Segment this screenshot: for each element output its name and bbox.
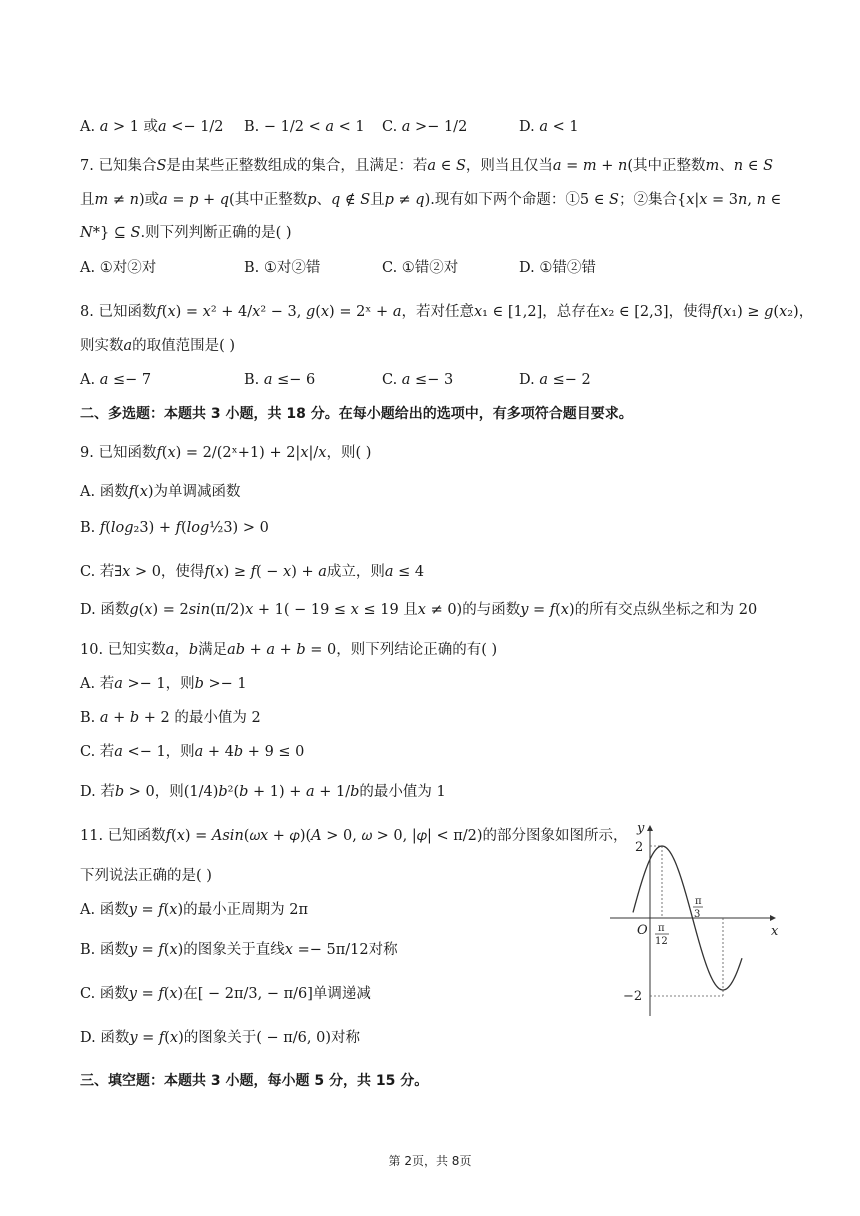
q8-stem-line1: 8. 已知函数𝑓(𝑥) = 𝑥² + 4/𝑥² − 3, 𝑔(𝑥) = 2ˣ + 𝑎，若对任意𝑥₁ ∈ [1,2]，总存在𝑥₂ ∈ [2,3]，使得𝑓(𝑥₁) ≥ 𝑔(𝑥₂)，	[80, 304, 814, 320]
q10-option-a: A. 若𝑎 >− 1，则𝑏 >− 1	[80, 676, 247, 692]
q9-option-a: A. 函数𝑓(𝑥)为单调减函数	[80, 484, 241, 500]
q6-option-a: A. 𝑎 > 1 或𝑎 <− 1/2	[80, 119, 224, 135]
q9-option-d: D. 函数𝑔(𝑥) = 2𝑠𝑖𝑛(π/2)𝑥 + 1( − 19 ≤ 𝑥 ≤ 19 且𝑥 ≠ 0)的与函数𝑦 = 𝑓(𝑥)的所有交点纵坐标之和为 20	[80, 602, 758, 618]
q11-option-d: D. 函数𝑦 = 𝑓(𝑥)的图象关于( − π/6, 0)对称	[80, 1030, 361, 1046]
q8-option-a: A. 𝑎 ≤− 7	[80, 372, 152, 388]
q11-stem-line2: 下列说法正确的是( )	[80, 868, 212, 884]
q7-option-d: D. ①错②错	[519, 260, 596, 276]
q11-stem-line1: 11. 已知函数𝑓(𝑥) = 𝐴𝑠𝑖𝑛(𝜔𝑥 + 𝜑)(𝐴 > 0, 𝜔 > 0, |𝜑| < π/2)的部分图象如图所示，	[80, 828, 628, 844]
y-min-label: −2	[623, 989, 643, 1004]
q10-option-d: D. 若𝑏 > 0，则(1/4)𝑏²(𝑏 + 1) + 𝑎 + 1/𝑏的最小值为 1	[80, 784, 446, 800]
origin-label: O	[637, 923, 648, 938]
sine-graph-figure	[605, 818, 785, 1018]
q7-option-c: C. ①错②对	[382, 260, 459, 276]
section-2-heading: 二、多选题：本题共 3 小题，共 18 分。在每小题给出的选项中，有多项符合题目要求。	[80, 406, 633, 422]
q10-stem: 10. 已知实数𝑎，𝑏满足𝑎𝑏 + 𝑎 + 𝑏 = 0，则下列结论正确的有( )	[80, 642, 498, 658]
q9-stem: 9. 已知函数𝑓(𝑥) = 2/(2ˣ+1) + 2|𝑥|/𝑥，则( )	[80, 445, 372, 461]
q8-option-d: D. 𝑎 ≤− 2	[519, 372, 591, 388]
y-max-label: 2	[635, 840, 644, 855]
tick-pi12-numerator: π	[658, 923, 665, 934]
q6-option-c: C. 𝑎 >− 1/2	[382, 119, 468, 135]
tick-pi3-numerator: π	[695, 896, 702, 907]
section-3-heading: 三、填空题：本题共 3 小题，每小题 5 分，共 15 分。	[80, 1073, 429, 1089]
q6-option-d: D. 𝑎 < 1	[519, 119, 579, 135]
q8-option-c: C. 𝑎 ≤− 3	[382, 372, 454, 388]
q7-option-a: A. ①对②对	[80, 260, 157, 276]
y-axis-label: y	[637, 821, 645, 836]
q7-stem-line1: 7. 已知集合𝑆是由某些正整数组成的集合，且满足：若𝑎 ∈ 𝑆，则当且仅当𝑎 = 𝑚 + 𝑛(其中正整数𝑚、𝑛 ∈ 𝑆	[80, 158, 774, 174]
q11-option-a: A. 函数𝑦 = 𝑓(𝑥)的最小正周期为 2π	[80, 902, 308, 918]
q9-option-c: C. 若∃𝑥 > 0，使得𝑓(𝑥) ≥ 𝑓( − 𝑥) + 𝑎成立，则𝑎 ≤ 4	[80, 564, 425, 580]
x-axis-label: x	[771, 924, 779, 939]
q10-option-b: B. 𝑎 + 𝑏 + 2 的最小值为 2	[80, 710, 261, 726]
q6-option-b: B. − 1/2 < 𝑎 < 1	[244, 119, 365, 135]
q8-option-b: B. 𝑎 ≤− 6	[244, 372, 316, 388]
q8-stem-line2: 则实数𝑎的取值范围是( )	[80, 338, 236, 354]
q7-option-b: B. ①对②错	[244, 260, 321, 276]
tick-pi3-denominator: 3	[694, 909, 701, 920]
page-footer: 第 2页，共 8页	[388, 1154, 472, 1168]
q10-option-c: C. 若𝑎 <− 1，则𝑎 + 4𝑏 + 9 ≤ 0	[80, 744, 305, 760]
q9-option-b: B. 𝑓(𝑙𝑜𝑔₂3) + 𝑓(𝑙𝑜𝑔½3) > 0	[80, 520, 269, 536]
q11-option-c: C. 函数𝑦 = 𝑓(𝑥)在[ − 2π/3, − π/6]单调递减	[80, 986, 371, 1002]
q7-stem-line3: 𝑁*} ⊆ 𝑆.则下列判断正确的是( )	[80, 225, 292, 241]
q11-option-b: B. 函数𝑦 = 𝑓(𝑥)的图象关于直线𝑥 =− 5π/12对称	[80, 942, 398, 958]
tick-pi12-denominator: 12	[655, 936, 668, 947]
q7-stem-line2: 且𝑚 ≠ 𝑛)或𝑎 = 𝑝 + 𝑞(其中正整数𝑝、𝑞 ∉ 𝑆且𝑝 ≠ 𝑞).现有如下两个命题：①5 ∈ 𝑆；②集合{𝑥|𝑥 = 3𝑛, 𝑛 ∈	[80, 192, 782, 208]
